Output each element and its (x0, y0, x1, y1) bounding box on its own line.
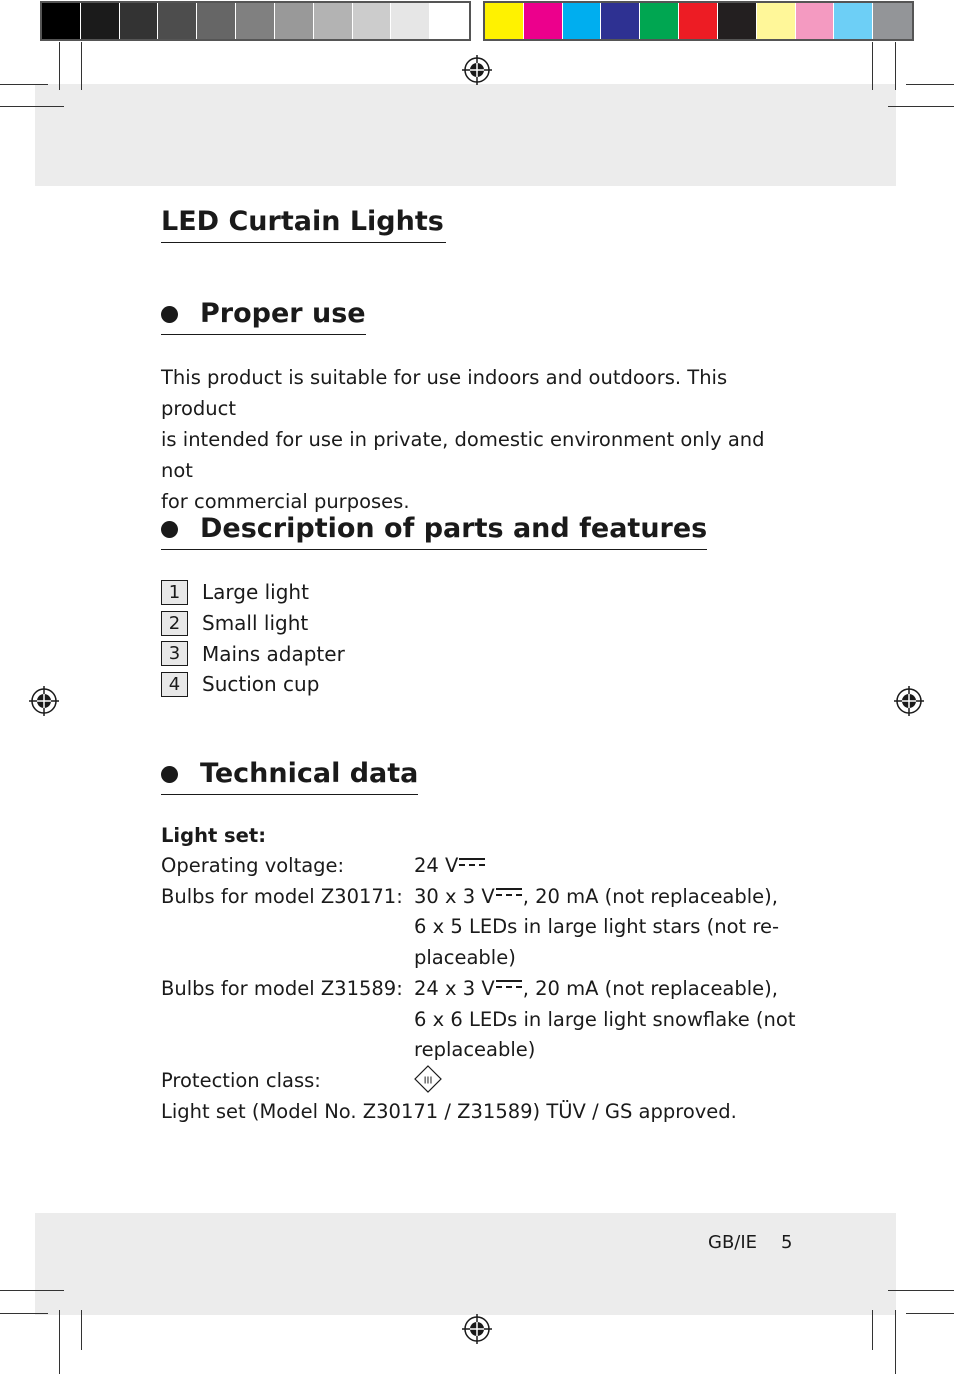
protection-class-iii-icon (414, 1065, 442, 1093)
color-swatch (81, 3, 120, 39)
color-swatch (485, 3, 524, 39)
color-swatch (236, 3, 275, 39)
spec-label: Operating voltage: (161, 854, 345, 877)
list-item (161, 638, 345, 669)
registration-mark-icon (462, 55, 492, 85)
bulb-voltage: 30 x 3 V (414, 884, 495, 908)
bulb-voltage: 24 x 3 V (414, 976, 495, 1000)
list-item (161, 577, 345, 608)
bullet-icon (161, 306, 178, 323)
spec-value (414, 974, 799, 1066)
paragraph-line: is intended for use in private, domestic environment only and not (161, 428, 765, 482)
list-item (161, 669, 345, 700)
part-number: 1 (161, 580, 188, 605)
color-swatch (42, 3, 81, 39)
section-heading-proper-use (161, 294, 366, 335)
footer-band (35, 1213, 896, 1315)
spec-line: 6 x 5 LEDs in large light stars (not re- (414, 915, 780, 939)
paragraph-line: This product is suitable for use indoors and outdoors. This product (161, 366, 728, 420)
bulb-current: , 20 mA (not replaceable), (522, 884, 778, 908)
approval-line (161, 1097, 801, 1128)
footer-page-number: 5 (781, 1232, 793, 1253)
part-label: Mains adapter (202, 641, 345, 666)
process-color-bar (483, 1, 914, 41)
spec-value (414, 1066, 799, 1097)
spec-label: Bulbs for model Z30171: (161, 884, 403, 908)
spec-value (414, 882, 799, 974)
light-set-subheading: Light set: (161, 824, 267, 847)
technical-data (161, 820, 801, 1127)
parts-list (161, 577, 345, 700)
section-heading-technical (161, 754, 418, 795)
part-number: 2 (161, 611, 188, 636)
footer-region-code: GB/IE (708, 1232, 758, 1253)
section-heading-parts (161, 509, 707, 550)
part-number: 3 (161, 641, 188, 666)
color-swatch (757, 3, 796, 39)
bulb-current: , 20 mA (not replaceable), (522, 976, 778, 1000)
spec-value (414, 851, 799, 882)
color-swatch (718, 3, 757, 39)
spec-label: Bulbs for model Z31589: (161, 976, 403, 1000)
color-swatch (197, 3, 236, 39)
spec-label: Protection class: (161, 1068, 321, 1092)
spec-row-bulbs-z30171 (161, 882, 801, 974)
spec-line: replaceable) (414, 1038, 536, 1062)
section-heading-text: Proper use (200, 298, 366, 329)
list-item (161, 608, 345, 639)
color-swatch (353, 3, 392, 39)
voltage-value: 24 V (414, 854, 459, 877)
paragraph-line: for commercial purposes. (161, 490, 410, 513)
color-swatch (796, 3, 835, 39)
color-swatch (158, 3, 197, 39)
document-title: LED Curtain Lights (161, 202, 446, 243)
spec-line: 6 x 6 LEDs in large light snowflake (not (414, 1007, 796, 1031)
part-label: Large light (202, 580, 309, 605)
spec-row-operating-voltage (161, 851, 801, 882)
grayscale-color-bar (40, 1, 471, 41)
bullet-icon (161, 521, 178, 538)
color-swatch (275, 3, 314, 39)
registration-mark-icon (29, 686, 59, 716)
color-swatch (873, 3, 912, 39)
part-label: Small light (202, 611, 309, 636)
spec-line: placeable) (414, 946, 516, 970)
header-band (35, 84, 896, 186)
svg-text:III: III (423, 1075, 433, 1087)
section-heading-text: Technical data (200, 758, 419, 789)
proper-use-paragraph (161, 362, 801, 517)
color-swatch (524, 3, 563, 39)
approval-text: Light set (Model No. Z30171 / Z31589) TÜV / GS approved. (161, 1099, 737, 1123)
color-swatch (679, 3, 718, 39)
section-heading-text: Description of parts and features (200, 513, 708, 544)
spec-row-protection-class (161, 1066, 801, 1097)
registration-mark-icon (462, 1314, 492, 1344)
color-swatch (834, 3, 873, 39)
part-label: Suction cup (202, 672, 320, 697)
color-swatch (601, 3, 640, 39)
registration-mark-icon (894, 686, 924, 716)
direct-current-icon (496, 980, 522, 992)
direct-current-icon (459, 858, 485, 870)
color-swatch (640, 3, 679, 39)
color-swatch (563, 3, 602, 39)
spec-row-bulbs-z31589 (161, 974, 801, 1066)
color-swatch (120, 3, 159, 39)
bullet-icon (161, 766, 178, 783)
part-number: 4 (161, 672, 188, 697)
direct-current-icon (496, 888, 522, 900)
color-swatch (314, 3, 353, 39)
color-swatch (430, 3, 469, 39)
color-swatch (391, 3, 430, 39)
